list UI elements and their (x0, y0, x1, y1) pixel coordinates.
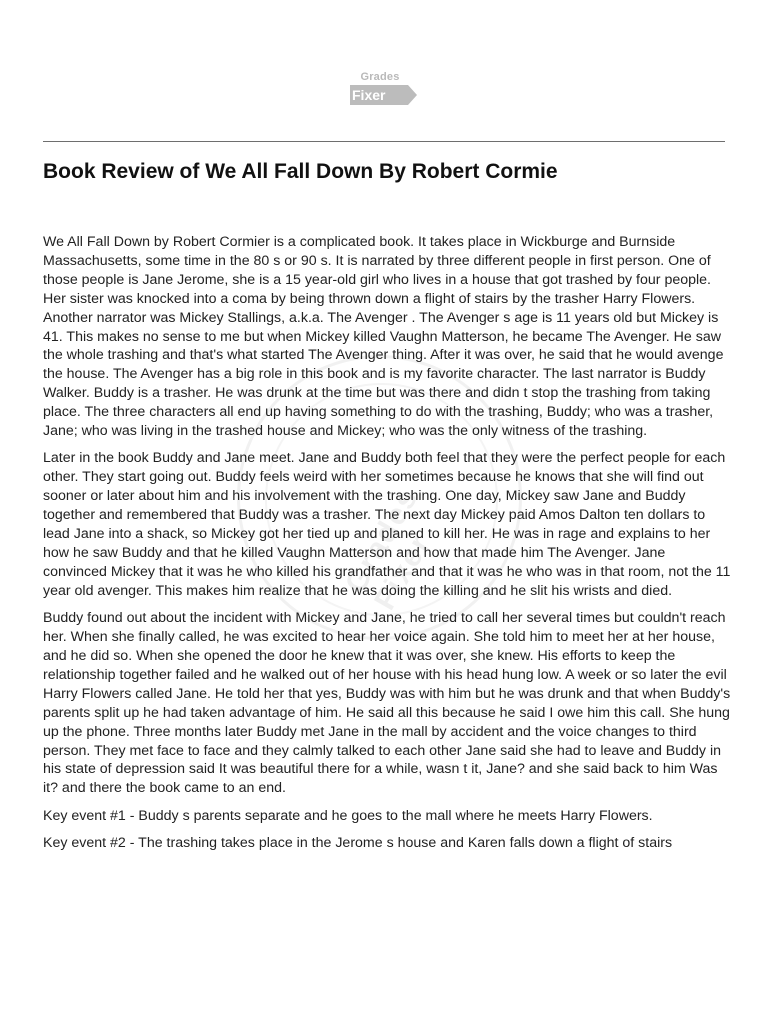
paragraph-2: Later in the book Buddy and Jane meet. Jane and Buddy both feel that they were the perfect people for each other. They start going out. Buddy feels weird with her sometimes because he knows that she will find out sooner or later about him and his involvement with the trashing. One day, Mickey saw Jane and Buddy together and remembered that Buddy was a trasher. The next day Mickey paid Amos Dalton ten dollars to lead Jane into a shack, so Mickey got her tied up and planed to kill her. He was in rage and explains to her how he saw Buddy and that he killed Vaughn Matterson and how that made him The Avenger. Jane convinced Mickey that it was he who killed his grandfather and that it was he who was in that room, not the 11 year old avenger. This makes him realize that he was doing the killing and he slit his wrists and died. (43, 450, 731, 599)
document-title: Book Review of We All Fall Down By Robert Cormie (43, 160, 558, 183)
watermark-text: Grades Fixer (338, 482, 438, 616)
key-event-1: Key event #1 - Buddy s parents separate and he goes to the mall where he meets Harry Flowers. (43, 807, 653, 824)
header-divider (43, 141, 725, 142)
logo-text-top: Grades (360, 71, 400, 83)
logo-arrow-icon (408, 85, 417, 105)
paragraph-3: Buddy found out about the incident with Mickey and Jane, he tried to call her several times but couldn't reach her. When she finally called, he was excited to hear her voice again. She told him to meet her at her house, and he did so. When she opened the door he knew that it was over, she knew. His efforts to keep the relationship together failed and he walked out of her house with his head hung low. A week or so later the evil Harry Flowers called Jane. He told her that yes, Buddy was with him but he was drunk and that when Buddy's parents split up he had taken advantage of him. He said all this because he said I owe him this call. She hung up the phone. Three months later Buddy met Jane in the mall by accident and the voice changes to third person. They met face to face and they calmly talked to each other Jane said she had to leave and Buddy in his state of depression said It was beautiful there for a while, wasn t it, Jane? and she said back to him Was it? and there the book came to an end. (43, 610, 731, 797)
logo-text-bottom: Fixer (350, 85, 408, 105)
document-body (43, 233, 733, 862)
paragraph-1: We All Fall Down by Robert Cormier is a complicated book. It takes place in Wickburge and Burnside Massachusetts, some time in the 80 s or 90 s. It is narrated by three different people in first person. One of those people is Jane Jerome, she is a 15 year-old girl who lives in a house that got trashed by four people. Her sister was knocked into a coma by being thrown down a flight of stairs by the trasher Harry Flowers. Another narrator was Mickey Stallings, a.k.a. The Avenger . The Avenger s age is 11 years old but Mickey is 41. This makes no sense to me but when Mickey killed Vaughn Matterson, he became The Avenger. He saw the whole trashing and that's what started The Avenger thing. After it was over, he said that he would avenge the house. The Avenger has a big role in this book and is my favorite character. The last narrator is Buddy Walker. Buddy is a trasher. He was drunk at the time but was there and didn t stop the trashing from taking place. The three characters all end up having something to do with the trashing, Buddy; who was a trasher, Jane; who was living in the trashed house and Mickey; who was the only witness of the trashing. (43, 234, 724, 440)
gradesfixer-logo[interactable] (350, 71, 420, 109)
key-event-2: Key event #2 - The trashing takes place in the Jerome s house and Karen falls down a flight of stairs (43, 835, 673, 852)
